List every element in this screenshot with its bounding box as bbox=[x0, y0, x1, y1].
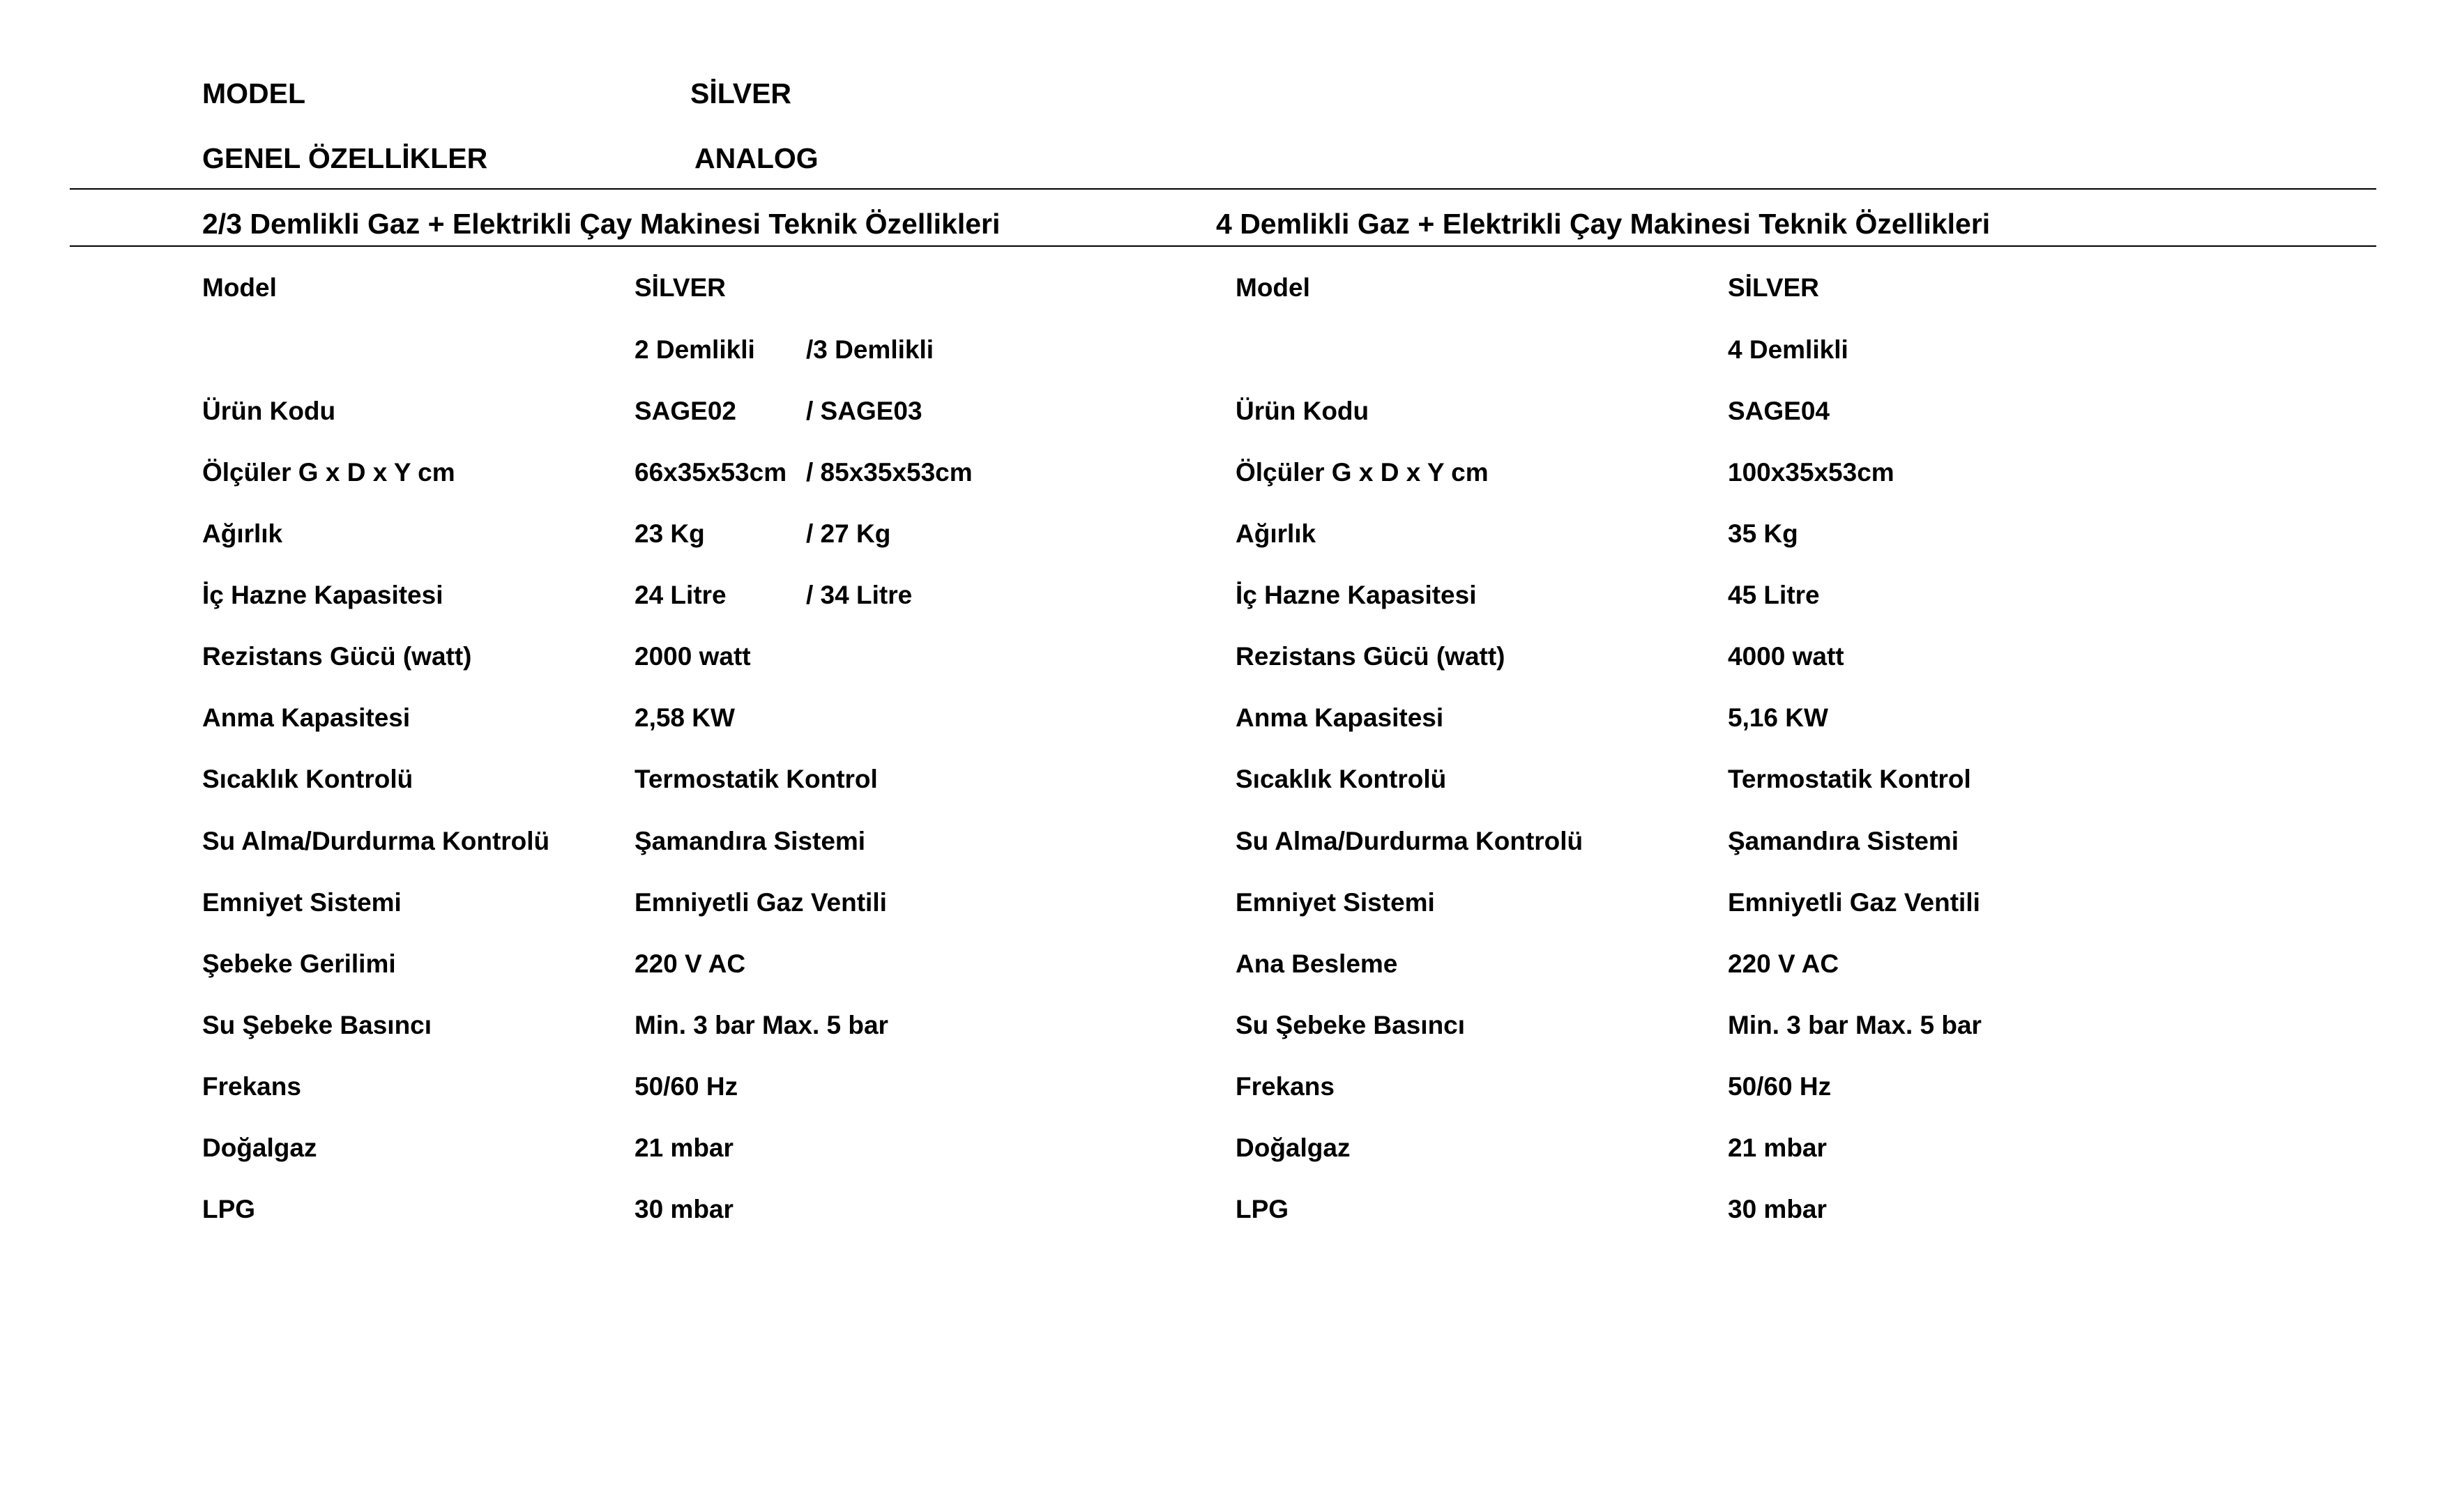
spec-label: Model bbox=[1236, 273, 1310, 302]
spec-value: 23 Kg bbox=[635, 519, 705, 548]
spec-value: 5,16 KW bbox=[1728, 703, 1828, 732]
spec-value: Min. 3 bar Max. 5 bar bbox=[1728, 1011, 1982, 1039]
spec-label: LPG bbox=[202, 1195, 256, 1223]
spec-label: İç Hazne Kapasitesi bbox=[1236, 581, 1477, 609]
spec-value: 45 Litre bbox=[1728, 581, 1820, 609]
spec-value: Şamandıra Sistemi bbox=[635, 827, 866, 855]
spec-value: Emniyetli Gaz Ventili bbox=[1728, 888, 1980, 917]
spec-label: Ana Besleme bbox=[1236, 949, 1398, 978]
spec-value: 21 mbar bbox=[635, 1133, 734, 1162]
spec-label: Su Alma/Durdurma Kontrolü bbox=[202, 827, 550, 855]
spec-label: İç Hazne Kapasitesi bbox=[202, 581, 443, 609]
spec-label: Şebeke Gerilimi bbox=[202, 949, 396, 978]
spec-label: Ölçüler G x D x Y cm bbox=[202, 458, 455, 487]
spec-value: 220 V AC bbox=[635, 949, 746, 978]
spec-value: Emniyetli Gaz Ventili bbox=[635, 888, 887, 917]
spec-value: SAGE04 bbox=[1728, 397, 1830, 425]
spec-label: Su Şebeke Basıncı bbox=[1236, 1011, 1466, 1039]
spec-label: Ağırlık bbox=[202, 519, 283, 548]
spec-value: Şamandıra Sistemi bbox=[1728, 827, 1959, 855]
spec-label: Anma Kapasitesi bbox=[1236, 703, 1444, 732]
spec-value: SAGE02 bbox=[635, 397, 737, 425]
spec-value: Termostatik Kontrol bbox=[1728, 765, 1971, 793]
spec-label: Emniyet Sistemi bbox=[1236, 888, 1435, 917]
spec-label: Ürün Kodu bbox=[202, 397, 336, 425]
spec-label: Su Alma/Durdurma Kontrolü bbox=[1236, 827, 1583, 855]
spec-label: Ürün Kodu bbox=[1236, 397, 1369, 425]
spec-label: Frekans bbox=[202, 1072, 301, 1101]
general-features-value: ANALOG bbox=[694, 142, 819, 174]
spec-value: SİLVER bbox=[635, 273, 726, 302]
spec-value: 24 Litre bbox=[635, 581, 727, 609]
spec-label: Anma Kapasitesi bbox=[202, 703, 411, 732]
spec-value: 220 V AC bbox=[1728, 949, 1839, 978]
spec-value-alt: / 34 Litre bbox=[806, 581, 913, 609]
divider-bottom bbox=[70, 245, 2376, 247]
spec-label: Emniyet Sistemi bbox=[202, 888, 402, 917]
spec-value: 4 Demlikli bbox=[1728, 335, 1848, 364]
model-label: MODEL bbox=[202, 77, 306, 109]
spec-value: 2 Demlikli bbox=[635, 335, 755, 364]
right-section-title: 4 Demlikli Gaz + Elektrikli Çay Makinesi Teknik Özellikleri bbox=[1216, 208, 1991, 240]
left-section-title: 2/3 Demlikli Gaz + Elektrikli Çay Makinesi Teknik Özellikleri bbox=[202, 208, 1001, 240]
spec-value: 66x35x53cm bbox=[635, 458, 787, 487]
spec-label: Doğalgaz bbox=[1236, 1133, 1351, 1162]
spec-value: 4000 watt bbox=[1728, 642, 1844, 671]
spec-label: Model bbox=[202, 273, 277, 302]
divider-top bbox=[70, 188, 2376, 190]
spec-value: 50/60 Hz bbox=[635, 1072, 738, 1101]
spec-label: Doğalgaz bbox=[202, 1133, 317, 1162]
spec-value: Min. 3 bar Max. 5 bar bbox=[635, 1011, 888, 1039]
general-features-label: GENEL ÖZELLİKLER bbox=[202, 142, 488, 174]
spec-label: Frekans bbox=[1236, 1072, 1335, 1101]
spec-label: Rezistans Gücü (watt) bbox=[202, 642, 472, 671]
spec-value-alt: / 27 Kg bbox=[806, 519, 891, 548]
spec-label: Su Şebeke Basıncı bbox=[202, 1011, 432, 1039]
spec-value: 2,58 KW bbox=[635, 703, 735, 732]
spec-value-alt: / 85x35x53cm bbox=[806, 458, 973, 487]
spec-value: 35 Kg bbox=[1728, 519, 1798, 548]
spec-value: 50/60 Hz bbox=[1728, 1072, 1832, 1101]
model-value: SİLVER bbox=[690, 77, 792, 109]
spec-value-alt: /3 Demlikli bbox=[806, 335, 934, 364]
spec-label: LPG bbox=[1236, 1195, 1289, 1223]
spec-value: SİLVER bbox=[1728, 273, 1819, 302]
spec-value: 30 mbar bbox=[1728, 1195, 1827, 1223]
spec-label: Ağırlık bbox=[1236, 519, 1316, 548]
spec-value: 2000 watt bbox=[635, 642, 751, 671]
spec-label: Ölçüler G x D x Y cm bbox=[1236, 458, 1489, 487]
spec-label: Sıcaklık Kontrolü bbox=[202, 765, 413, 793]
spec-value-alt: / SAGE03 bbox=[806, 397, 922, 425]
spec-value: 21 mbar bbox=[1728, 1133, 1827, 1162]
spec-label: Sıcaklık Kontrolü bbox=[1236, 765, 1447, 793]
spec-value: 30 mbar bbox=[635, 1195, 734, 1223]
spec-value: Termostatik Kontrol bbox=[635, 765, 878, 793]
spec-label: Rezistans Gücü (watt) bbox=[1236, 642, 1505, 671]
spec-value: 100x35x53cm bbox=[1728, 458, 1894, 487]
